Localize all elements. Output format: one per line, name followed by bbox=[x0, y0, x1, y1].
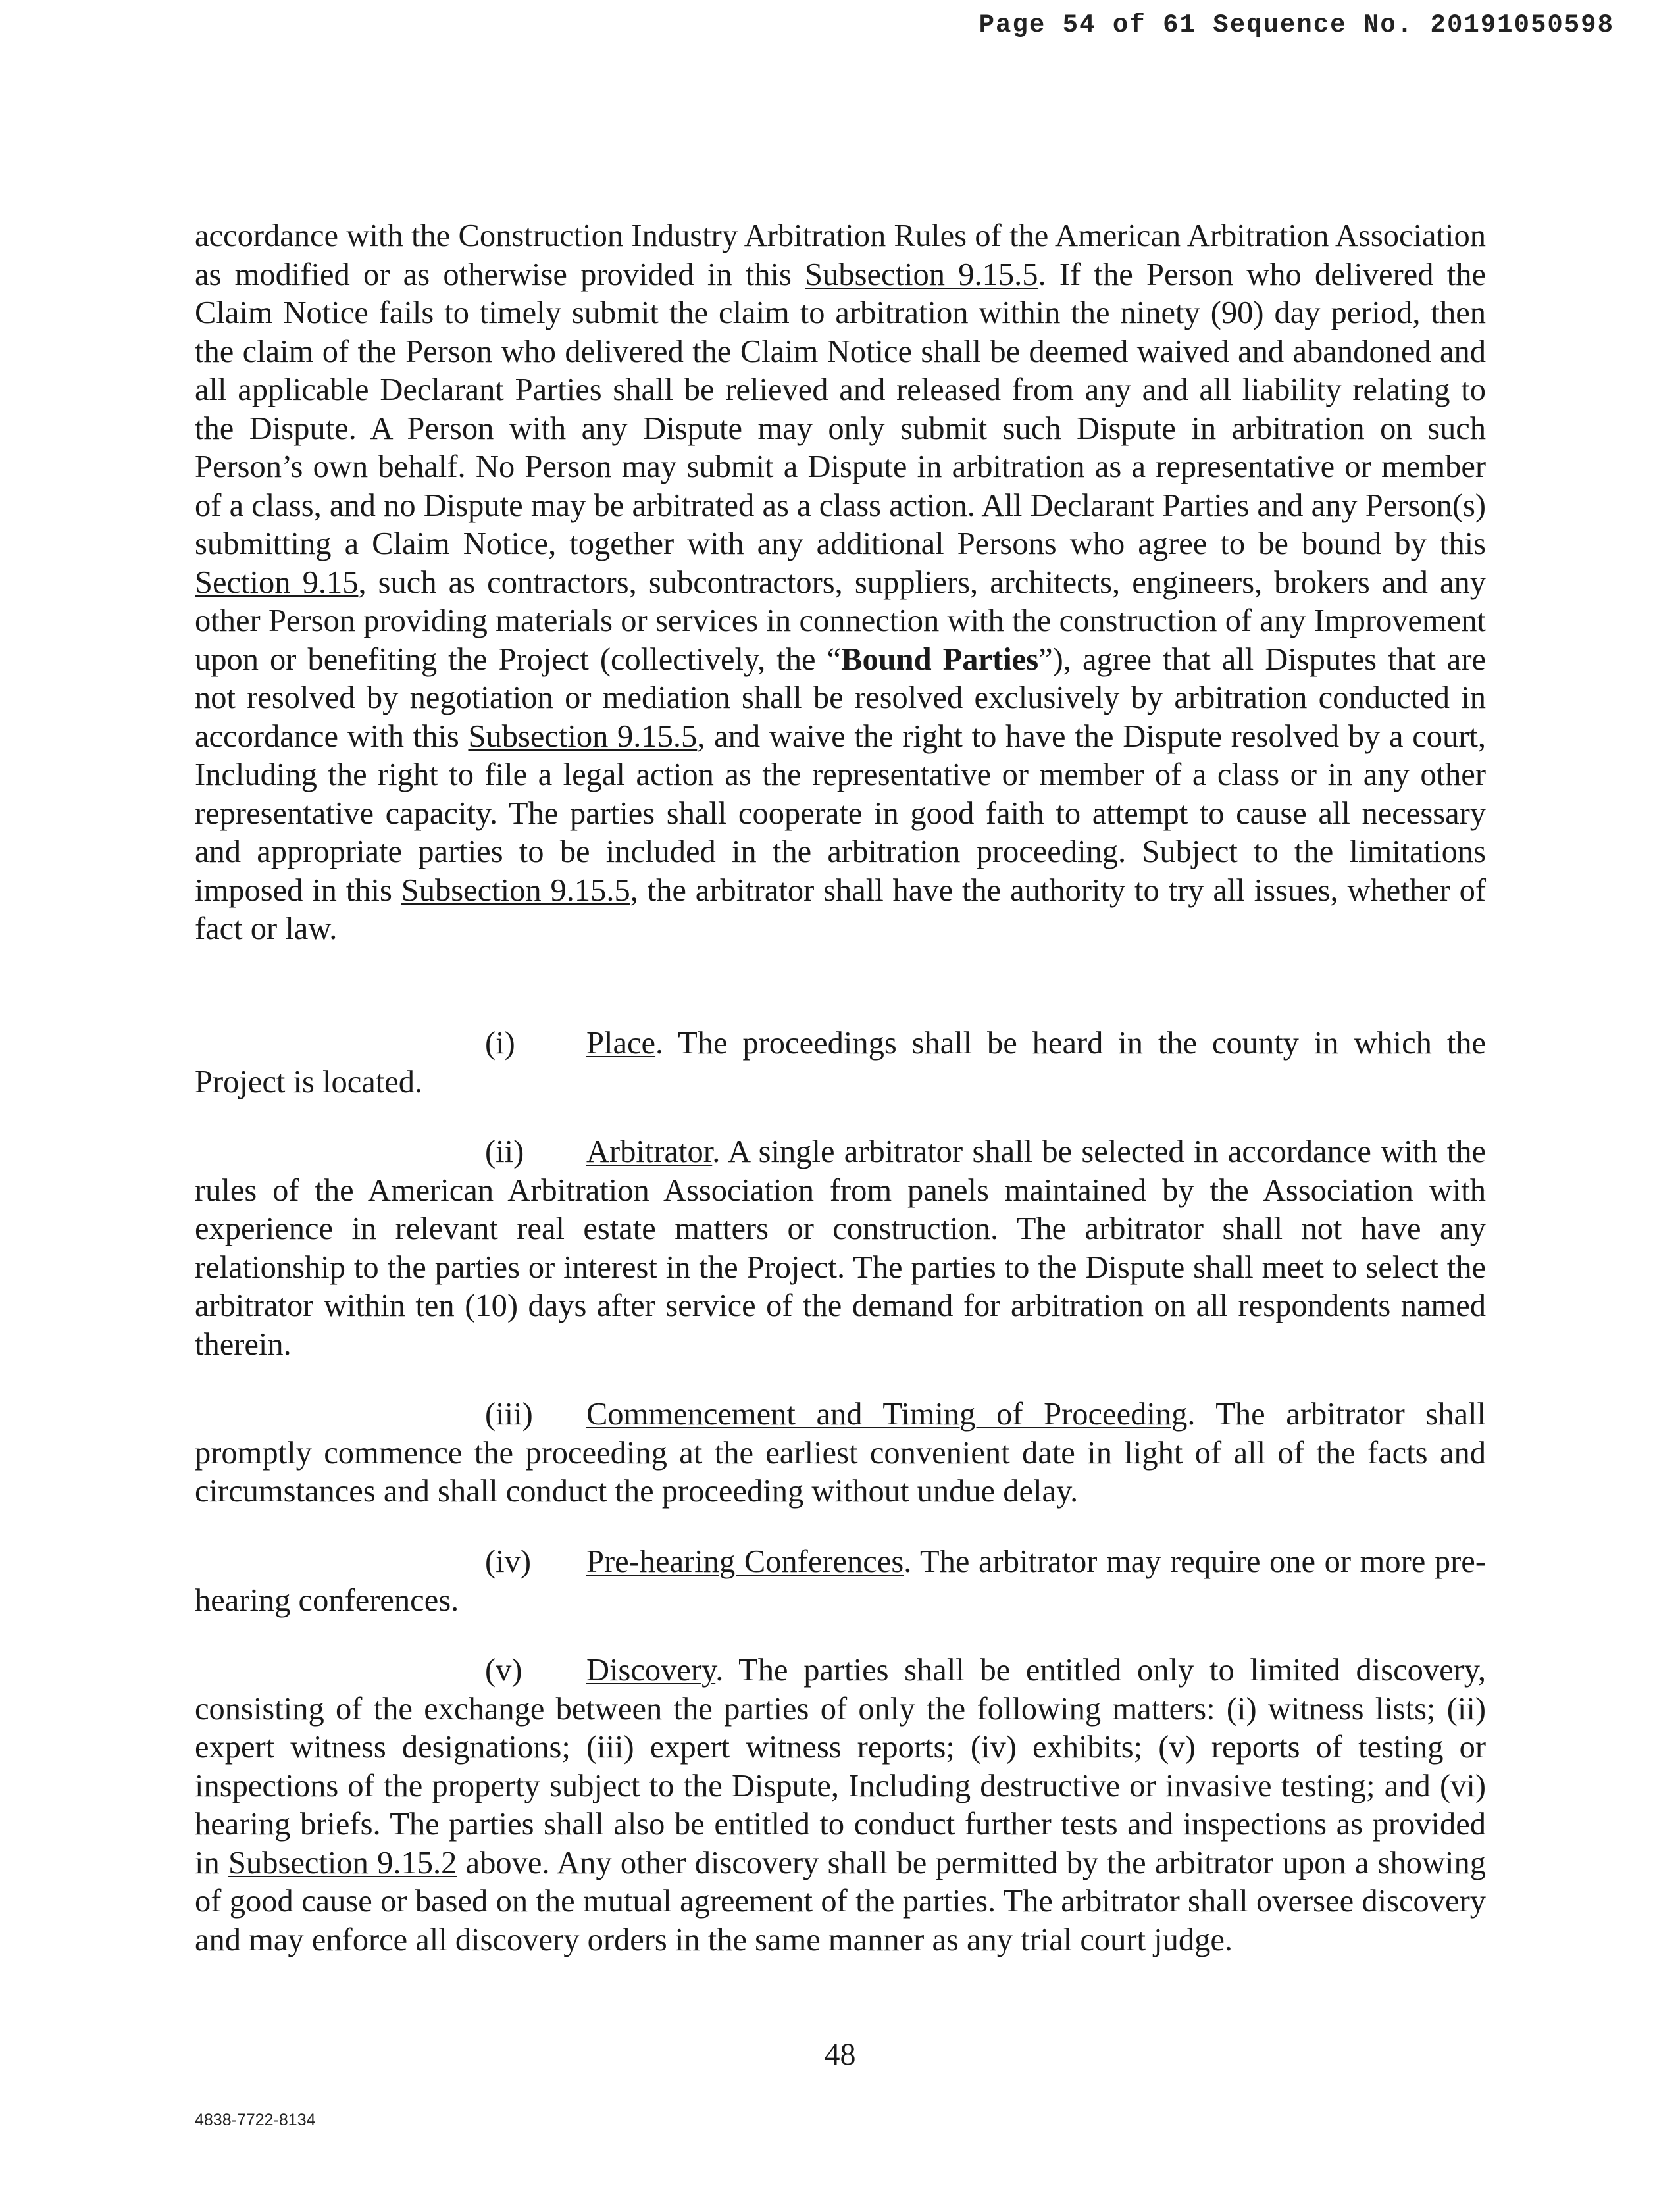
subsection-text: . A single arbitrator shall be selected in accordance with the rules of the American Arbitration Association from panels maintained by the Association with experience in relevant real estate matters or construction. The arbitrator shall not have any relationship to the parties or interest in the Project. The parties to the Dispute shall meet to select the arbitrator within ten (10) days after service of the demand for arbitration on all respondents named therein. bbox=[195, 1134, 1486, 1362]
defined-term: Bound Parties bbox=[841, 642, 1039, 677]
paragraph-text: accordance with the Construction Industry Arbitration Rules of the American Arbitration Association as modified or as otherwise provided in this bbox=[195, 218, 1486, 292]
subsection-commencement bbox=[195, 1396, 1486, 1511]
subsection-heading: Place bbox=[586, 1026, 656, 1061]
subsection-text: . The proceedings shall be heard in the county in which the Project is located. bbox=[195, 1026, 1486, 1099]
subsection-text: . The parties shall be entitled only to limited discovery, consisting of the exchange between the parties of only the following matters: (i) witness lists; (ii) expert witness designations; (iii) expert witness reports; (iv) exhibits; (v) reports of testing or inspections of the property subject to the Dispute, Including destructive or invasive testing; and (vi) hearing briefs. The parties shall also be entitled to conduct further tests and inspections as provided in bbox=[195, 1653, 1486, 1880]
subsection-number: (i) bbox=[485, 1026, 515, 1061]
subsection-prehearing bbox=[195, 1543, 1486, 1620]
subsection-heading: Arbitrator bbox=[586, 1134, 713, 1169]
subsection-heading: Discovery bbox=[586, 1653, 716, 1688]
document-id: 4838-7722-8134 bbox=[195, 2111, 316, 2129]
page-header: Page 54 of 61 Sequence No. 20191050598 bbox=[979, 11, 1614, 39]
paragraph-text: , and waive the right to have the Dispute resolved by a court, Including the right to file a legal action as the representative or member of a class or in any other representative capacity. The parties shall cooperate in good faith to attempt to cause all necessary and appropriate parties to be included in the arbitration proceeding. Subject to the limitations imposed in this bbox=[195, 718, 1487, 908]
subsection-discovery bbox=[195, 1651, 1486, 1959]
subsection-text: above. Any other discovery shall be permitted by the arbitrator upon a showing of good cause or based on the mutual agreement of the parties. The arbitrator shall oversee discovery and may enforce all discovery orders in the same manner as any trial court judge. bbox=[195, 1845, 1486, 1957]
paragraph-text: , such as contractors, subcontractors, suppliers, architects, engineers, brokers and any other Person providing materials or services in connection with the construction of any Improvement upon or benefiting the Project (collectively, the “ bbox=[195, 565, 1486, 677]
subsection-number: (iii) bbox=[485, 1397, 533, 1432]
paragraph-text: , the arbitrator shall have the authority to try all issues, whether of fact or law. bbox=[195, 872, 1486, 946]
subsection-heading: Commencement and Timing of Proceeding bbox=[586, 1397, 1188, 1432]
page-number: 48 bbox=[824, 2037, 856, 2072]
section-reference: Section 9.15 bbox=[195, 565, 359, 600]
subsection-number: (iv) bbox=[485, 1544, 532, 1579]
subsection-reference: Subsection 9.15.5 bbox=[805, 257, 1038, 292]
subsection-number: (ii) bbox=[485, 1134, 524, 1169]
paragraph-text: . If the Person who delivered the Claim Notice fails to timely submit the claim to arbitration within the ninety (90) day period, then the claim of the Person who delivered the Claim Notice shall be deemed waived and abandoned and all applicable Declarant Parties shall be relieved and released from any and all liability relating to the Dispute. A Person with any Dispute may only submit such Dispute in arbitration on such Person’s own behalf. No Person may submit a Dispute in arbitration as a representative or member of a class, and no Dispute may be arbitrated as a class action. All Declarant Parties and any Person(s) submitting a Claim Notice, together with any additional Persons who agree to be bound by this bbox=[195, 257, 1487, 561]
subsection-number: (v) bbox=[485, 1653, 522, 1688]
subsection-text: . The arbitrator shall promptly commence the proceeding at the earliest convenient date in light of all of the facts and circumstances and shall conduct the proceeding without undue delay. bbox=[195, 1397, 1486, 1509]
subsection-reference: Subsection 9.15.2 bbox=[228, 1845, 457, 1880]
main-paragraph bbox=[195, 217, 1486, 949]
subsection-text: . The arbitrator may require one or more pre-hearing conferences. bbox=[195, 1544, 1486, 1618]
subsection-reference: Subsection 9.15.5 bbox=[401, 872, 630, 908]
paragraph-text: ”), agree that all Disputes that are not resolved by negotiation or mediation shall be resolved exclusively by arbitration conducted in accordance with this bbox=[195, 642, 1487, 754]
subsection-reference: Subsection 9.15.5 bbox=[468, 718, 698, 754]
subsection-place bbox=[195, 1024, 1486, 1101]
subsection-arbitrator bbox=[195, 1133, 1486, 1364]
subsection-heading: Pre-hearing Conferences bbox=[586, 1544, 904, 1579]
